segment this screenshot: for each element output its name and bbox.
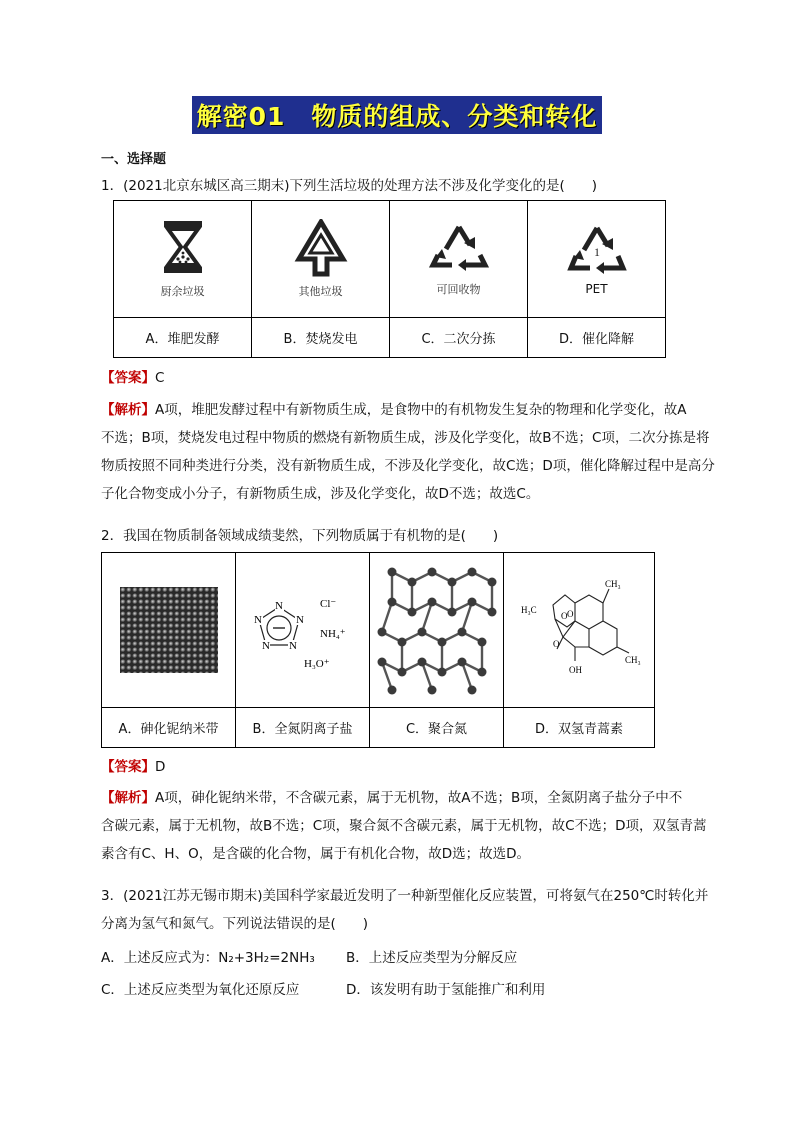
q3-option-d: D．该发明有助于氢能推广和利用 — [346, 982, 546, 998]
nitrogen-atom: N — [274, 600, 283, 612]
q2-image-cell-c — [370, 553, 504, 708]
q2-option-d: D．双氢青蒿素 — [504, 708, 655, 748]
q1-caption-d: PET — [585, 282, 608, 296]
dihydroartemisinin-structure — [517, 575, 641, 685]
ammonium-ion: NH₄⁺ — [319, 628, 346, 640]
nitrogen-atom: N — [253, 614, 262, 626]
q2-analysis-line-2: 含碳元素，属于无机物，故B不选；C项，聚合氮不含碳元素，属于无机物，故C不选；D项，双氢青蒿 — [101, 818, 707, 834]
q3-stem — [101, 882, 721, 938]
q2-option-b: B．全氮阴离子盐 — [236, 708, 370, 748]
q2-answer — [101, 756, 701, 778]
hourglass-icon — [158, 219, 208, 275]
q1-analysis-line-3: 物质按照不同种类进行分类，没有新物质生成，不涉及化学变化，故C选；D项，催化降解过程中是高分 — [101, 458, 715, 474]
q2-option-a: A．砷化铌纳米带 — [102, 708, 236, 748]
q2-analysis — [101, 784, 721, 868]
q1-option-a: A．堆肥发酵 — [114, 318, 252, 358]
q3-option-b: B．上述反应类型为分解反应 — [346, 950, 518, 966]
q1-option-c: C．二次分拣 — [390, 318, 528, 358]
q2-image-cell-a — [102, 553, 236, 708]
q3-option-c: C．上述反应类型为氧化还原反应 — [101, 982, 300, 998]
pentazole-salt-structure — [244, 585, 362, 675]
q2-answer-value: D — [155, 759, 166, 775]
q1-caption-b: 其他垃圾 — [298, 285, 343, 298]
section-heading: 一、选择题 — [101, 152, 167, 167]
nitrogen-atom: N — [261, 640, 270, 652]
nitrogen-atom: N — [288, 640, 297, 652]
polymeric-nitrogen-structure — [374, 560, 500, 700]
q1-answer-value: C — [155, 370, 165, 386]
q2-image-cell-d — [504, 553, 655, 708]
q3-stem-line-1: 3．(2021江苏无锡市期末)美国科学家最近发明了一种新型催化反应装置，可将氨气在250℃时转化并 — [101, 888, 709, 904]
hydroxyl-label: OH — [569, 665, 582, 675]
q2-image-cell-b — [236, 553, 370, 708]
q1-caption-a: 厨余垃圾 — [160, 285, 205, 298]
pet-recycle-icon — [564, 222, 630, 280]
q1-options-table — [113, 200, 666, 358]
recycle-number: 1 — [593, 245, 600, 259]
chloride-ion: Cl⁻ — [319, 598, 336, 610]
analysis-label: 【解析】 — [101, 790, 155, 806]
nanoribbon-image — [120, 587, 218, 673]
answer-label: 【答案】 — [101, 370, 155, 386]
q1-analysis — [101, 396, 721, 508]
q3-options-row-2 — [101, 976, 721, 1004]
answer-label: 【答案】 — [101, 759, 155, 775]
q3-stem-line-2: 分离为氢气和氮气。下列说法错误的是( ) — [101, 916, 369, 932]
q2-option-c: C．聚合氮 — [370, 708, 504, 748]
q1-caption-c: 可回收物 — [436, 283, 481, 296]
page-title: 解密01 物质的组成、分类和转化 — [192, 96, 602, 134]
nitrogen-atom: N — [295, 614, 304, 626]
hydronium-ion: H₃O⁺ — [303, 658, 330, 670]
q1-image-cell-a — [114, 201, 252, 318]
q1-option-b: B．焚烧发电 — [252, 318, 390, 358]
methyl-label: H₃C — [521, 605, 537, 615]
q1-image-cell-d — [528, 201, 666, 318]
other-waste-icon — [294, 219, 348, 277]
q2-analysis-line-3: 素含有C、H、O，是含碳的化合物，属于有机化合物，故D选；故选D。 — [101, 846, 530, 862]
q2-options-table — [101, 552, 655, 748]
q1-answer — [101, 367, 701, 389]
q3-option-a: A．上述反应式为：N₂+3H₂=2NH₃ — [101, 950, 315, 966]
methyl-label: CH₃ — [605, 579, 621, 589]
q1-analysis-line-4: 子化合物变成小分子，有新物质生成，涉及化学变化，故D不选；故选C。 — [101, 486, 540, 502]
methyl-label: CH₃ — [625, 655, 641, 665]
q1-option-d: D．催化降解 — [528, 318, 666, 358]
q2-stem: 2．我国在物质制备领域成绩斐然，下列物质属于有机物的是( ) — [101, 528, 499, 544]
q1-image-cell-b — [252, 201, 390, 318]
oxygen-atom: O — [553, 639, 560, 649]
q3-options-row-1 — [101, 944, 721, 972]
q1-analysis-line-1: A项，堆肥发酵过程中有新物质生成，是食物中的有机物发生复杂的物理和化学变化，故A — [155, 402, 687, 418]
oxygen-atom: O — [567, 609, 574, 619]
q1-image-cell-c — [390, 201, 528, 318]
analysis-label: 【解析】 — [101, 402, 155, 418]
oxygen-atom: O — [561, 611, 568, 621]
q1-analysis-line-2: 不选；B项，焚烧发电过程中物质的燃烧有新物质生成，涉及化学变化，故B不选；C项，二次分拣是将 — [101, 430, 710, 446]
q2-analysis-line-1: A项，砷化铌纳米带，不含碳元素，属于无机物，故A不选；B项，全氮阴离子盐分子中不 — [155, 790, 683, 806]
q1-stem: 1．(2021北京东城区高三期末)下列生活垃圾的处理方法不涉及化学变化的是( ) — [101, 178, 598, 194]
recycle-icon — [428, 221, 490, 275]
